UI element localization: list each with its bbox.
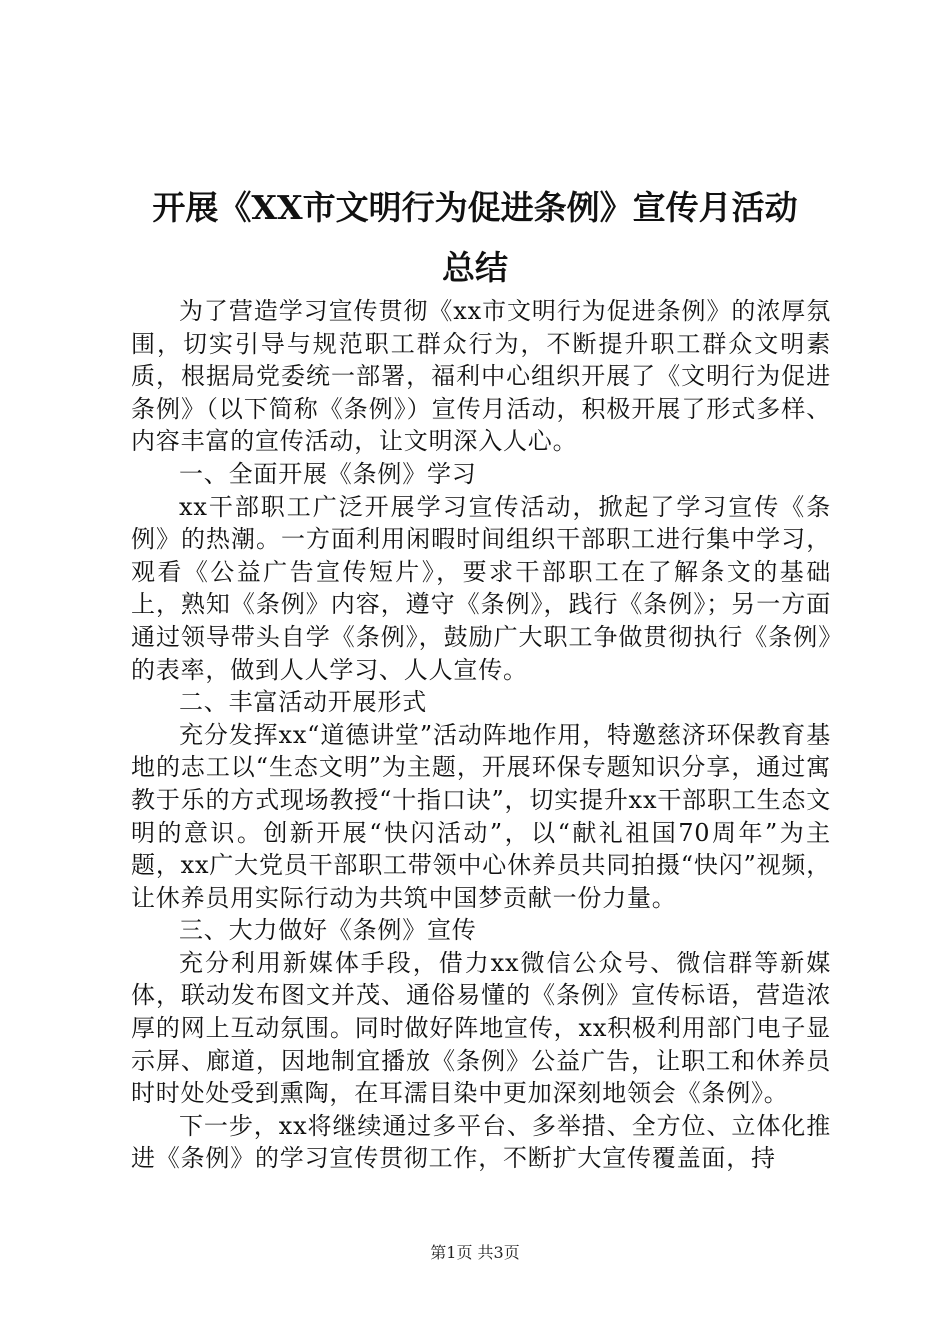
section-heading-2: 二、丰富活动开展形式 (179, 688, 427, 717)
section-heading-3: 三、大力做好《条例》宣传 (179, 916, 477, 945)
intro-paragraph: 为了营造学习宣传贯彻《xx市文明行为促进条例》的浓厚氛围，切实引导与规范职工群众行为，不断提升职工群众文明素质，根据局党委统一部署，福利中心组织开展了《文明行为促进条例》（以下简称《条例》）宣传月活动，积极开展了形式多样、内容丰富的宣传活动，让文明深入人心。 (131, 297, 831, 456)
page-number-footer: 第1页 共3页 (430, 1243, 520, 1262)
section-paragraph-1: xx干部职工广泛开展学习宣传活动，掀起了学习宣传《条例》的热潮。一方面利用闲暇时间组织干部职工进行集中学习，观看《公益广告宣传短片》，要求干部职工在了解条文的基础上，熟知《条例》内容，遵守《条例》，践行《条例》；另一方面通过领导带头自学《条例》，鼓励广大职工争做贯彻执行《条例》的表率，做到人人学习、人人宣传。 (131, 492, 831, 684)
section-heading-1: 一、全面开展《条例》学习 (179, 459, 477, 488)
document-title-line-1: 开展《XX市文明行为促进条例》宣传月活动 (152, 188, 798, 227)
section-paragraph-3: 充分利用新媒体手段，借力xx微信公众号、微信群等新媒体，联动发布图文并茂、通俗易懂的《条例》宣传标语，营造浓厚的网上互动氛围。同时做好阵地宣传，xx积极利用部门电子显示屏、廊道，因地制宜播放《条例》公益广告，让职工和休养员时时处处受到熏陶，在耳濡目染中更加深刻地领会《条例》。 (131, 948, 831, 1108)
closing-paragraph: 下一步，xx将继续通过多平台、多举措、全方位、立体化推进《条例》的学习宣传贯彻工作，不断扩大宣传覆盖面，持 (131, 1111, 831, 1173)
section-paragraph-2: 充分发挥xx“道德讲堂”活动阵地作用，特邀慈济环保教育基地的志工以“生态文明”为主题，开展环保专题知识分享，通过寓教于乐的方式现场教授“十指口诀”，切实提升xx干部职工生态文明的意识。创新开展“快闪活动”，以“献礼祖国70周年”为主题，xx广大党员干部职工带领中心休养员共同拍摄“快闪”视频，让休养员用实际行动为共筑中国梦贡献一份力量。 (131, 720, 831, 912)
document-title-line-2: 总结 (442, 248, 508, 287)
document-body (131, 295, 831, 1175)
